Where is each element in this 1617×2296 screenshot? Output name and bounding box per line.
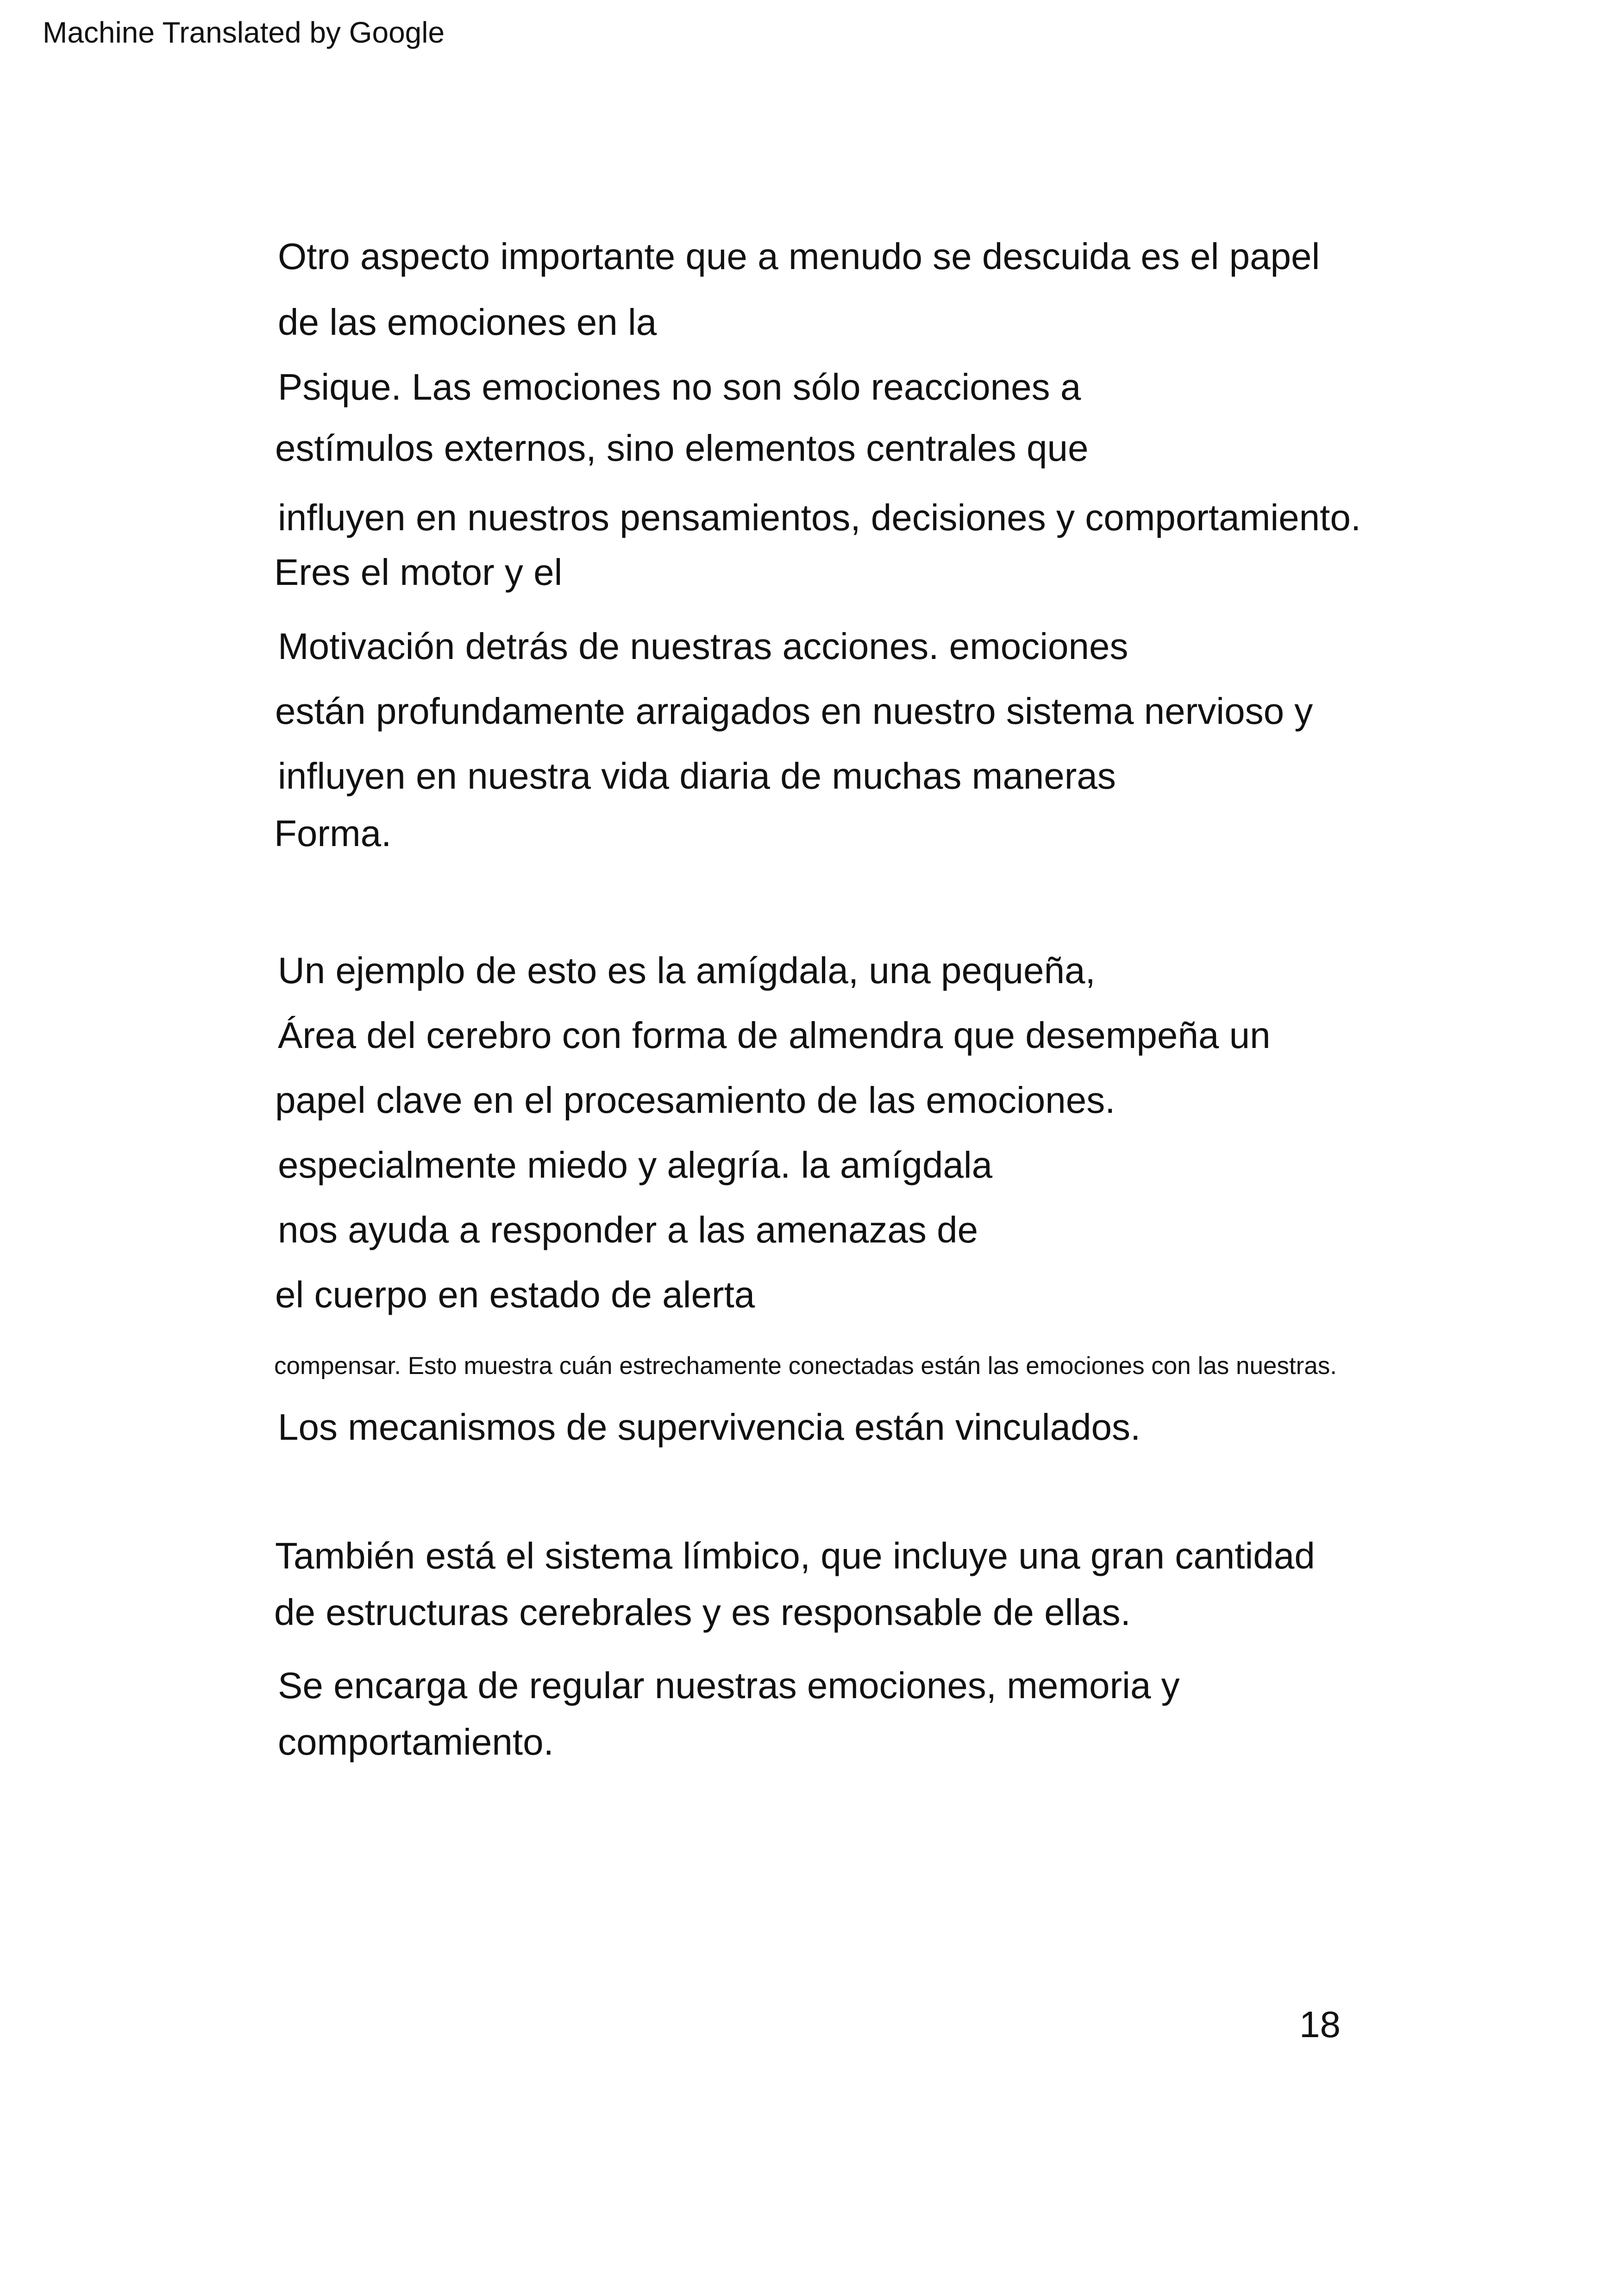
body-line: Psique. Las emociones no son sólo reacciones a <box>278 366 1081 408</box>
body-line: También está el sistema límbico, que incluye una gran cantidad <box>275 1535 1315 1576</box>
body-line: Los mecanismos de supervivencia están vinculados. <box>278 1406 1141 1448</box>
body-line: de estructuras cerebrales y es responsable de ellas. <box>274 1592 1131 1633</box>
page-number: 18 <box>1299 2004 1341 2045</box>
body-line: de las emociones en la <box>278 301 657 343</box>
body-line: influyen en nuestra vida diaria de muchas maneras <box>278 755 1116 797</box>
body-line: están profundamente arraigados en nuestro sistema nervioso y <box>275 690 1313 732</box>
body-line: papel clave en el procesamiento de las emociones. <box>275 1079 1116 1121</box>
body-line: estímulos externos, sino elementos centrales que <box>275 427 1089 469</box>
machine-translation-note: Machine Translated by Google <box>43 16 445 49</box>
body-line: influyen en nuestros pensamientos, decisiones y comportamiento. <box>278 497 1361 538</box>
body-line: Eres el motor y el <box>274 552 563 593</box>
body-line: comportamiento. <box>278 1721 554 1763</box>
body-line: Forma. <box>274 813 392 854</box>
body-line: Se encarga de regular nuestras emociones, memoria y <box>278 1665 1180 1706</box>
body-line: nos ayuda a responder a las amenazas de <box>278 1209 978 1250</box>
body-line: Motivación detrás de nuestras acciones. emociones <box>278 626 1128 667</box>
body-line: Otro aspecto importante que a menudo se descuida es el papel <box>278 236 1320 277</box>
body-line: Área del cerebro con forma de almendra que desempeña un <box>278 1015 1271 1056</box>
body-line: especialmente miedo y alegría. la amígdala <box>278 1144 993 1186</box>
body-line-small: compensar. Esto muestra cuán estrechamente conectadas están las emociones con las nuestras. <box>274 1352 1337 1380</box>
body-line: el cuerpo en estado de alerta <box>275 1274 755 1315</box>
body-line: Un ejemplo de esto es la amígdala, una pequeña, <box>278 950 1096 991</box>
